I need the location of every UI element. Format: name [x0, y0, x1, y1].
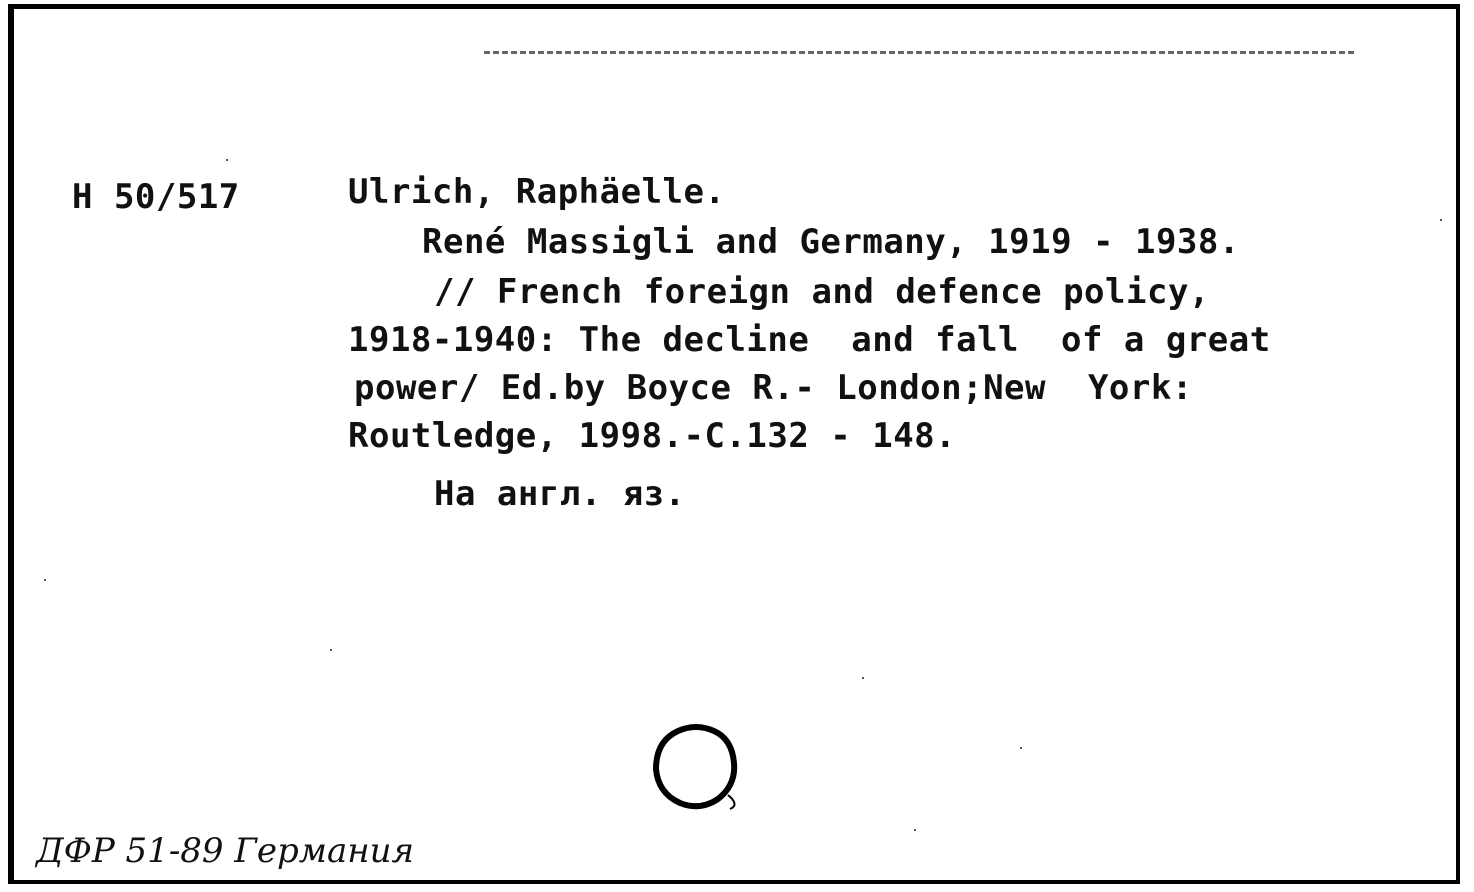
- speck: [1440, 219, 1442, 221]
- catalog-card: [8, 4, 1460, 884]
- speck: [914, 829, 916, 831]
- top-dashed-rule: [484, 51, 1354, 54]
- source-line-1: // French foreign and defence policy,: [434, 272, 1210, 312]
- speck: [862, 677, 864, 679]
- call-number: H 50/517: [72, 177, 240, 217]
- source-line-4: Routledge, 1998.-C.132 - 148.: [348, 416, 957, 456]
- author-line: Ulrich, Raphäelle.: [348, 172, 726, 212]
- source-line-2: 1918-1940: The decline and fall of a great: [348, 320, 1271, 360]
- language-note: На англ. яз.: [434, 474, 686, 514]
- speck: [1020, 747, 1022, 749]
- speck: [44, 579, 46, 581]
- source-line-3: power/ Ed.by Boyce R.- London;New York:: [354, 368, 1193, 408]
- speck: [226, 159, 228, 161]
- speck: [330, 649, 332, 651]
- title-line: René Massigli and Germany, 1919 - 1938.: [422, 222, 1240, 262]
- punch-hole-icon: [648, 723, 746, 811]
- handwritten-note: ДФР 51-89 Германия: [36, 831, 415, 871]
